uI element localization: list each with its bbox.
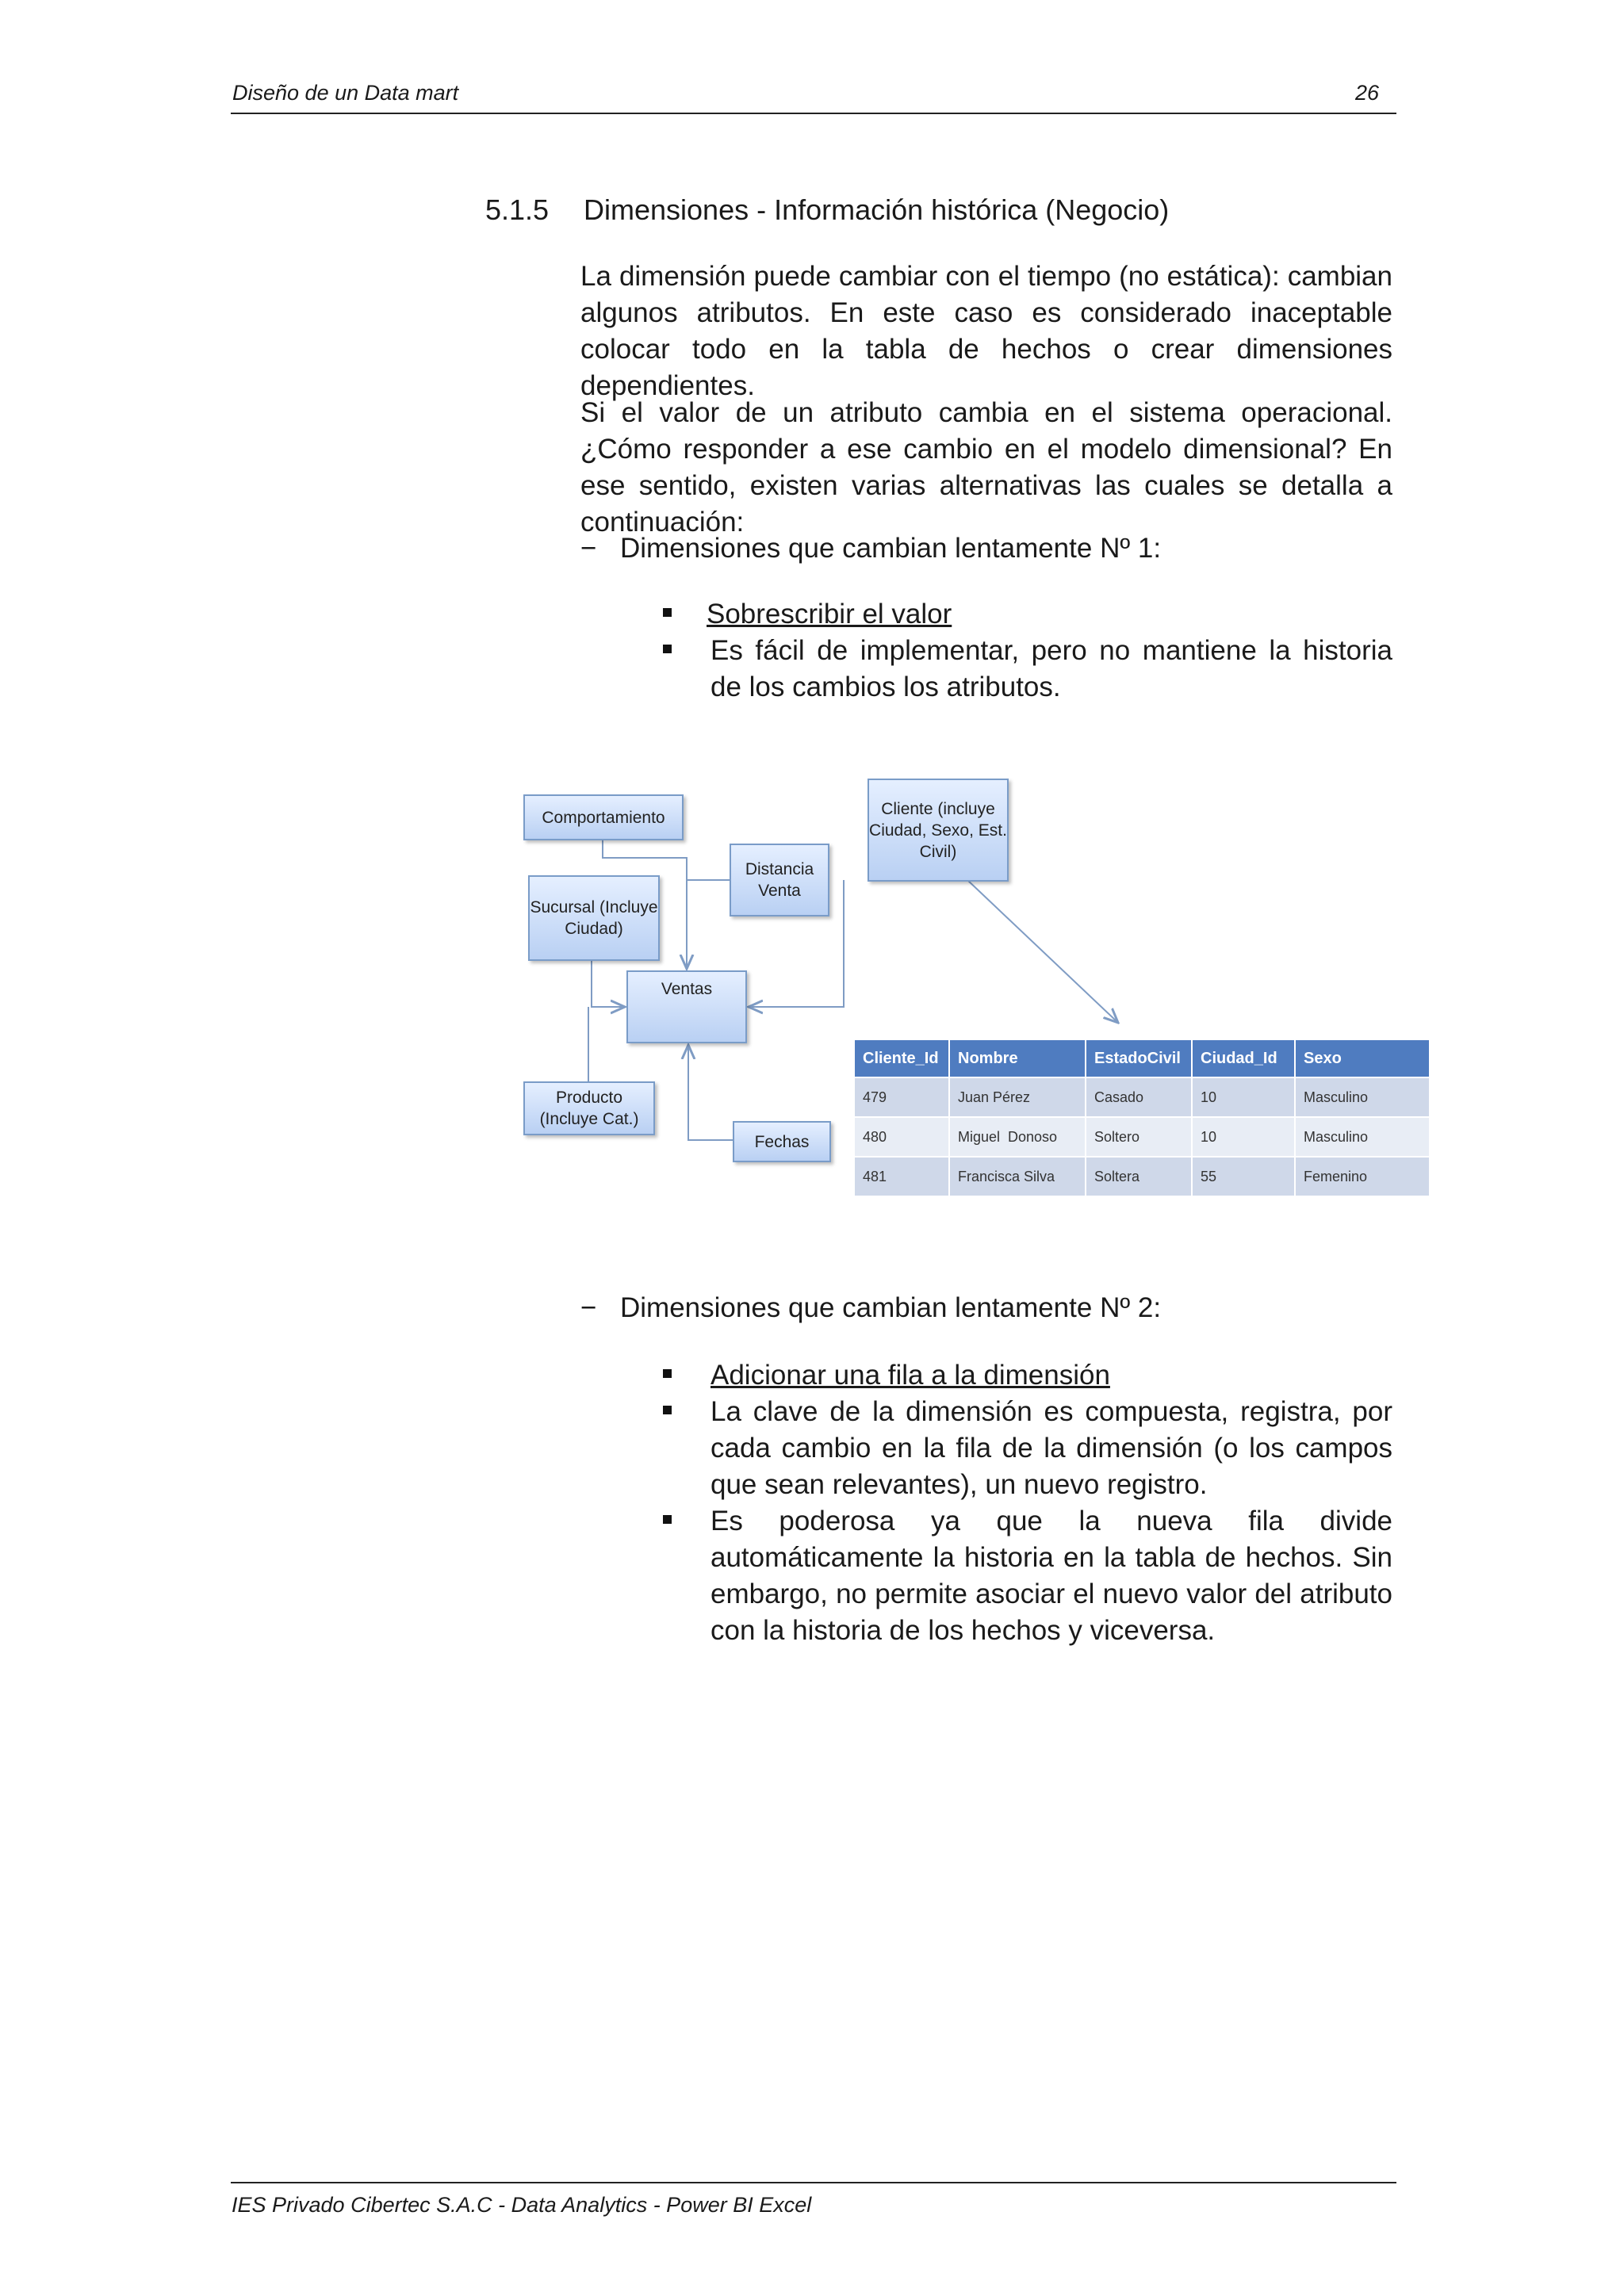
dimension-box-fechas: Fechas [733,1121,831,1162]
page-number: 26 [1354,81,1379,105]
section-number: 5.1.5 [485,193,550,226]
paragraph-1: La dimensión puede cambiar con el tiempo (no estática): cambian algunos atributos. En este caso es considerado inaceptable colocar todo en la tabla de hechos o crear dimensiones dependientes. [580,261,1392,401]
table-cell: 10 [1192,1117,1295,1157]
scd1-bullet-2: Es fácil de implementar, pero no mantiene la historia de los cambios los atributos. [710,635,1392,702]
header-title: Diseño de un Data mart [232,81,459,105]
footer-text: IES Privado Cibertec S.A.C - Data Analytics - Power BI Excel [232,2193,812,2217]
table-cell: Casado [1086,1077,1192,1117]
dimension-box-producto: Producto (Incluye Cat.) [523,1081,655,1135]
table-cell: Masculino [1295,1077,1430,1117]
scd2-bullet-1 [710,1357,1392,1394]
fact-box-ventas: Ventas [626,970,747,1043]
scd2-bullet-2: La clave de la dimensión es compuesta, registra, por cada cambio en la fila de la dimensión (o los campos que sean relevantes), un nuevo registro. [710,1396,1392,1500]
dimension-box-sucursal: Sucursal (Incluye Ciudad) [528,875,660,961]
table-cell: 10 [1192,1077,1295,1117]
cliente-table [855,1040,1431,1196]
scd1-title: Dimensiones que cambian lentamente Nº 1: [620,533,1162,564]
table-cell: 480 [855,1117,949,1157]
table-cell: Soltero [1086,1117,1192,1157]
table-header: Sexo [1295,1040,1430,1077]
scd1-bullet-1-text: Sobrescribir el valor [707,599,952,629]
table-cell: Francisca Silva [949,1157,1086,1196]
dash-marker: − [580,1292,597,1323]
table-cell: Femenino [1295,1157,1430,1196]
table-cell: Soltera [1086,1157,1192,1196]
table-row [855,1077,1430,1117]
table-cell: 481 [855,1157,949,1196]
table-cell: Masculino [1295,1117,1430,1157]
table-row [855,1117,1430,1157]
section-title: Dimensiones - Información histórica (Negocio) [584,193,1170,226]
scd2-bullet-1-text: Adicionar una fila a la dimensión [710,1360,1110,1391]
dimension-box-comportamiento: Comportamiento [523,794,684,840]
dimension-box-cliente: Cliente (incluye Ciudad, Sexo, Est. Civil) [868,779,1009,882]
bullet-marker [663,1369,672,1378]
bullet-marker [663,1406,672,1414]
bullet-marker [663,1515,672,1524]
table-cell: 55 [1192,1157,1295,1196]
table-row [855,1157,1430,1196]
scd2-bullet-3: Es poderosa ya que la nueva fila divide automáticamente la historia en la tabla de hechos. Sin embargo, no permite asociar el nuevo valor del atributo con la historia de los hechos y viceversa. [710,1506,1392,1646]
scd2-title: Dimensiones que cambian lentamente Nº 2: [620,1292,1162,1323]
table-cell: 479 [855,1077,949,1117]
table-header: Ciudad_Id [1192,1040,1295,1077]
table-cell: Juan Pérez [949,1077,1086,1117]
dimension-box-distancia-venta: Distancia Venta [730,844,829,916]
table-header: Nombre [949,1040,1086,1077]
table-header: Cliente_Id [855,1040,949,1077]
paragraph-2: Si el valor de un atributo cambia en el sistema operacional. ¿Cómo responder a ese cambio en el modelo dimensional? En ese sentido, existen varias alternativas las cuales se detalla a continuación: [580,397,1392,538]
footer-rule [231,2182,1396,2183]
table-cell: Miguel Donoso [949,1117,1086,1157]
table-header: EstadoCivil [1086,1040,1192,1077]
dash-marker: − [580,533,597,564]
